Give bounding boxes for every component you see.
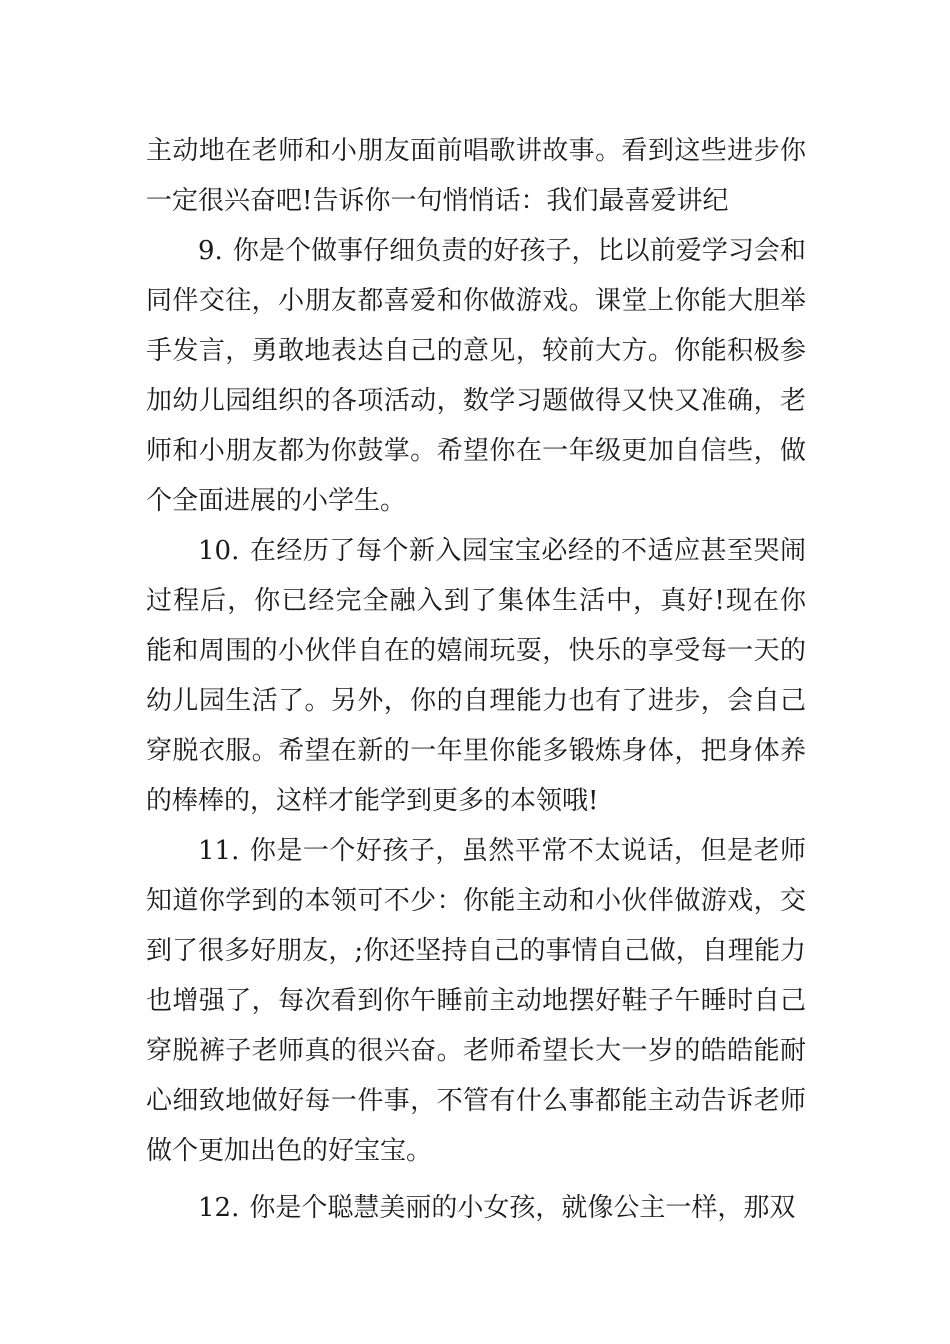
paragraph-11	[146, 826, 806, 1176]
paragraph-number: 9.	[198, 236, 223, 266]
paragraph-text: 你是个做事仔细负责的好孩子，比以前爱学习会和同伴交往，小朋友都喜爱和你做游戏。课堂上你能大胆举手发言，勇敢地表达自己的意见，较前大方。你能积极参加幼儿园组织的各项活动，数学习题做得又快又准确，老师和小朋友都为你鼓掌。希望你在一年级更加自信些，做个全面进展的小学生。	[146, 236, 806, 516]
document-body	[146, 126, 806, 1233]
paragraph-number: 11.	[198, 836, 240, 866]
paragraph-12	[146, 1183, 806, 1233]
paragraph-text: 你是个聪慧美丽的小女孩，就像公主一样，那双	[249, 1193, 796, 1223]
paragraph-10	[146, 526, 806, 826]
paragraph-9	[146, 226, 806, 526]
paragraph-text: 主动地在老师和小朋友面前唱歌讲故事。看到这些进步你一定很兴奋吧!告诉你一句悄悄话：我们最喜爱讲纪	[146, 136, 806, 216]
paragraph-continued	[146, 126, 806, 226]
paragraph-number: 12.	[198, 1193, 240, 1223]
paragraph-number: 10.	[198, 536, 240, 566]
paragraph-text: 在经历了每个新入园宝宝必经的不适应甚至哭闹过程后，你已经完全融入到了集体生活中，真好!现在你能和周围的小伙伴自在的嬉闹玩耍，快乐的享受每一天的幼儿园生活了。另外，你的自理能力也有了进步，会自己穿脱衣服。希望在新的一年里你能多锻炼身体，把身体养的棒棒的，这样才能学到更多的本领哦!	[146, 536, 806, 816]
paragraph-text: 你是一个好孩子，虽然平常不太说话，但是老师知道你学到的本领可不少：你能主动和小伙伴做游戏，交到了很多好朋友，;你还坚持自己的事情自己做，自理能力也增强了，每次看到你午睡前主动地摆好鞋子午睡时自己穿脱裤子老师真的很兴奋。老师希望长大一岁的皓皓能耐心细致地做好每一件事，不管有什么事都能主动告诉老师做个更加出色的好宝宝。	[146, 836, 806, 1166]
